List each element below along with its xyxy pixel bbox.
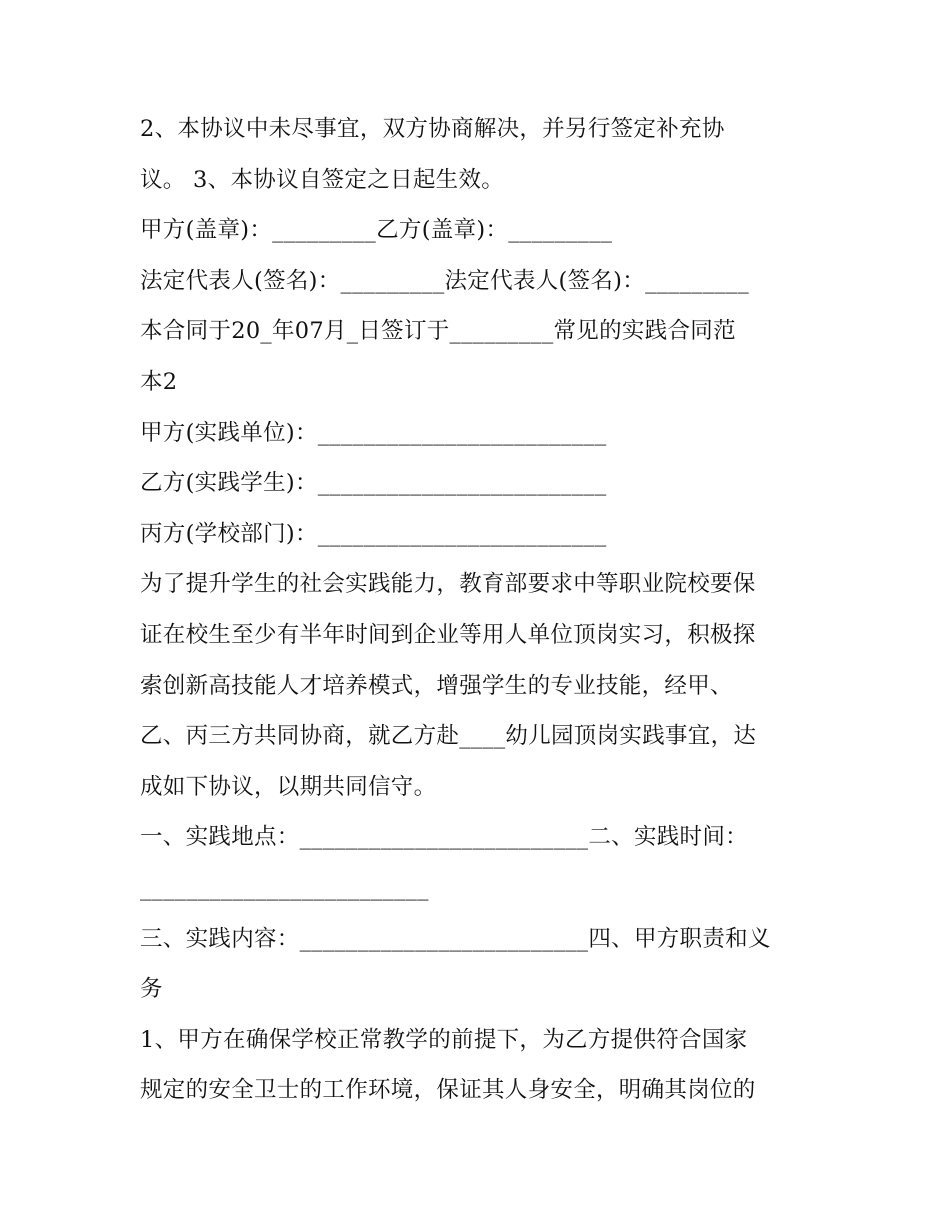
doc-line-19: 1、甲方在确保学校正常教学的前提下，为乙方提供符合国家 (140, 1026, 748, 1053)
doc-line-1: 2、本协议中未尽事宜，双方协商解决，并另行签定补充协 (140, 116, 725, 142)
doc-line-12: 索创新高技能人才培养模式，增强学生的专业技能，经甲、 (140, 672, 733, 699)
doc-line-2: 议。 3、本协议自签定之日起生效。 (140, 166, 505, 193)
doc-line-17: 三、实践内容：_________________________四、甲方职责和义 (140, 925, 771, 952)
doc-line-6: 本2 (140, 368, 178, 395)
doc-line-10: 为了提升学生的社会实践能力，教育部要求中等职业院校要保 (140, 571, 756, 598)
doc-line-15: 一、实践地点：_________________________二、实践时间： (140, 824, 748, 851)
doc-line-14: 成如下协议，以期共同信守。 (140, 773, 437, 800)
doc-line-7: 甲方(实践单位)：_________________________ (140, 419, 607, 446)
doc-line-9: 丙方(学校部门)：_________________________ (140, 520, 607, 547)
doc-line-5: 本合同于20_年07月_日签订于_________常见的实践合同范 (140, 318, 736, 345)
doc-line-3: 甲方(盖章)：_________乙方(盖章)：_________ (140, 217, 613, 244)
doc-line-13: 乙、丙三方共同协商，就乙方赴____幼儿园顶岗实践事宜，达 (140, 723, 757, 750)
doc-line-18: 务 (140, 976, 163, 1003)
doc-line-16: _________________________ (140, 874, 429, 901)
doc-line-4: 法定代表人(签名)：_________法定代表人(签名)：_________ (140, 267, 750, 294)
doc-line-11: 证在校生至少有半年时间到企业等用人单位顶岗实习，积极探 (140, 621, 756, 648)
doc-line-8: 乙方(实践学生)：_________________________ (140, 470, 607, 497)
doc-line-20: 规定的安全卫士的工作环境，保证其人身安全，明确其岗位的 (140, 1077, 756, 1104)
document-body (140, 104, 820, 1116)
